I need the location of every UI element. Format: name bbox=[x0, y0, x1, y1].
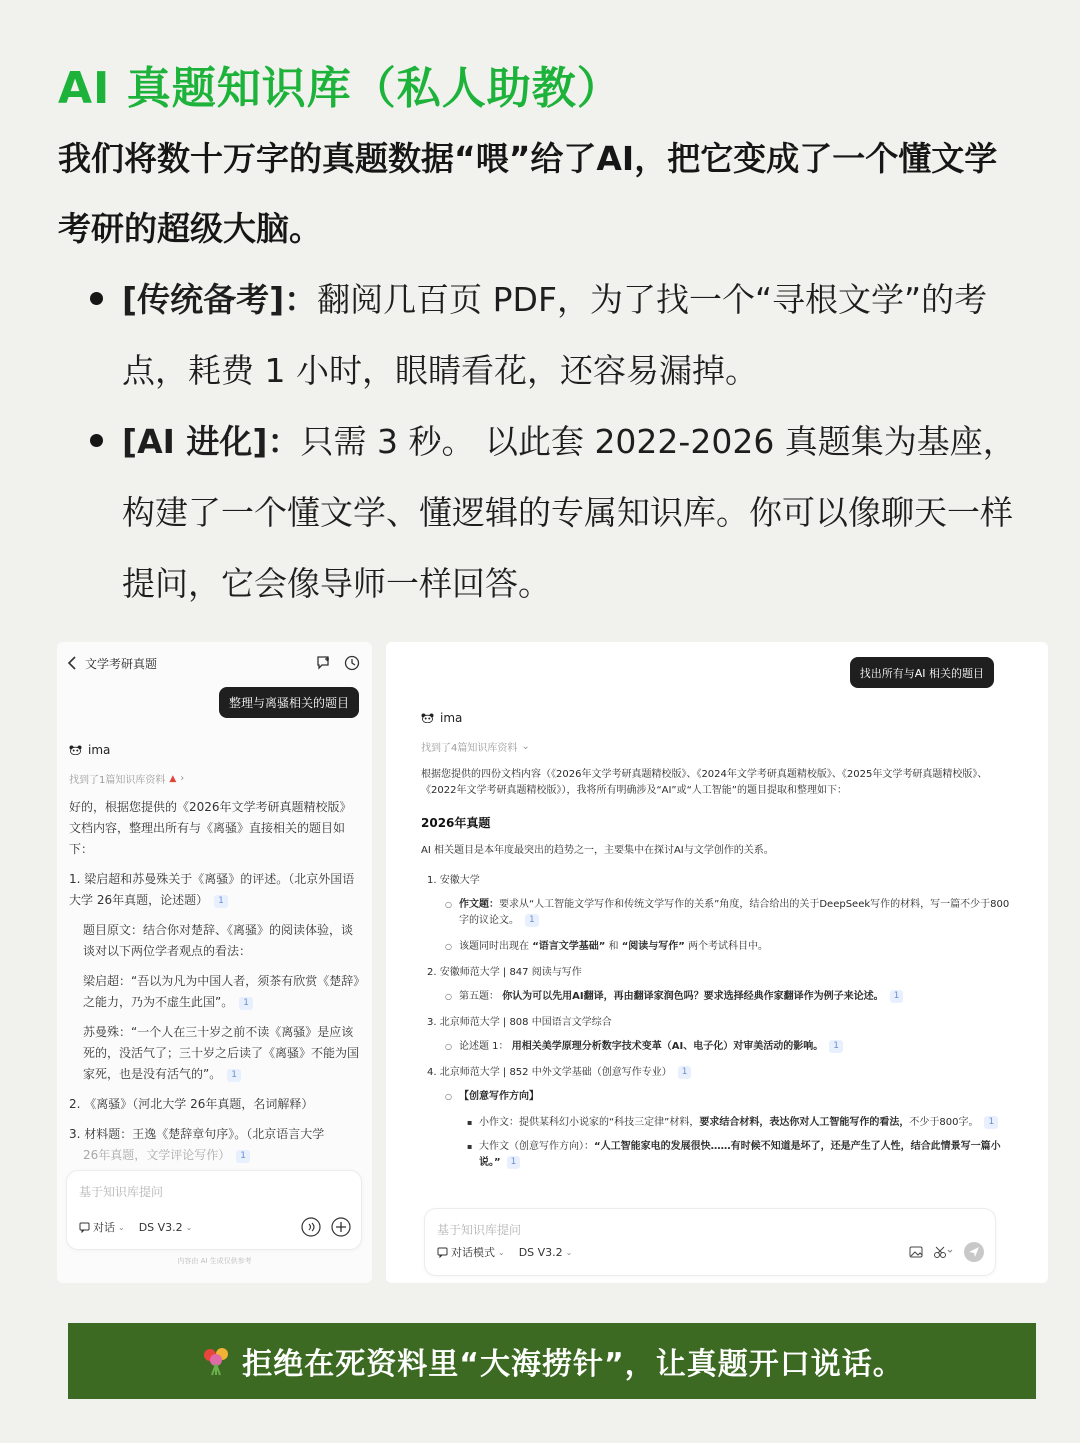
page-headline: AI 真题知识库（私人助教） bbox=[58, 63, 622, 114]
question-1-note: ○ 该题同时出现在 “语言文学基础” 和 “阅读与写作” 两个考试科目中。 bbox=[421, 939, 1011, 955]
chevron-down-icon: ⌄ bbox=[565, 1247, 573, 1257]
history-clock-icon[interactable] bbox=[344, 655, 360, 671]
question-input-placeholder: 基于知识库提问 bbox=[437, 1223, 522, 1237]
chevron-down-icon: ⌄ bbox=[498, 1247, 505, 1257]
send-icon[interactable] bbox=[963, 1241, 985, 1263]
model-selector[interactable]: DS V3.2 ⌄ bbox=[518, 1245, 573, 1259]
bottom-banner bbox=[68, 1323, 1036, 1399]
assistant-answer bbox=[69, 797, 361, 1175]
user-query-bubble: 整理与离骚相关的题目 bbox=[219, 687, 359, 718]
mobile-chat-panel bbox=[57, 642, 372, 1283]
user-query-bubble: 找出所有与AI 相关的题目 bbox=[850, 657, 994, 688]
add-icon[interactable] bbox=[331, 1217, 351, 1237]
question-2-detail: ○ 第五题： 你认为可以先用AI翻译，再由翻译家润色吗？要求选择经典作家翻译作为例子来论述。 1 bbox=[421, 989, 1011, 1005]
citation-badge[interactable]: 1 bbox=[507, 1156, 521, 1169]
question-2-title: 2. 安徽师范大学 | 847 阅读与写作 bbox=[427, 967, 582, 978]
question-4-long-essay: ▪ 大作文（创意写作方向）：“人工智能家电的发展很快……有时候不知道是坏了，还是产生了人性，结合此情景写一篇小说。” 1 bbox=[421, 1139, 1011, 1171]
answer-intro: 根据您提供的四份文档内容（《2026年文学考研真题精校版》、《2024年文学考研真题精校版》、《2025年文学考研真题精校版》、《2022年文学考研真题精校版》），我将所有明确涉及“AI”或“人工智能”的题目提取和整理如下： bbox=[421, 769, 988, 796]
chat-header bbox=[67, 652, 360, 674]
mode-selector[interactable]: 对话 ⌄ bbox=[79, 1219, 125, 1235]
intro-paragraph: 我们将数十万字的真题数据“喂”给了AI，把它变成了一个懂文学考研的超级大脑。 bbox=[58, 139, 998, 248]
assistant-brand bbox=[421, 711, 462, 725]
chat-title: 文学考研真题 bbox=[85, 656, 158, 671]
chevron-down-icon: ⌄ bbox=[118, 1222, 125, 1232]
brand-name: ima bbox=[88, 743, 111, 757]
desktop-chat-panel bbox=[386, 642, 1048, 1283]
pdf-file-icon: ▲ bbox=[169, 773, 177, 784]
question-input-box[interactable] bbox=[424, 1208, 996, 1276]
answer-item-1-question: 题目原文：结合你对楚辞、《离骚》的阅读体验，谈谈对以下两位学者观点的看法： bbox=[83, 923, 354, 958]
assistant-answer bbox=[421, 767, 1011, 1179]
voice-icon[interactable] bbox=[301, 1217, 321, 1237]
citation-badge[interactable]: 1 bbox=[525, 914, 539, 927]
found-sources-link[interactable] bbox=[69, 771, 184, 786]
panda-logo-icon bbox=[69, 745, 82, 755]
answer-item-1-liang: 梁启超：“吾以为凡为中国人者，须茶有欣赏《楚辞》之能力，乃为不虚生此国”。 1 bbox=[83, 974, 360, 1009]
assistant-brand bbox=[69, 743, 110, 757]
bullet-label: [AI 进化]： bbox=[122, 422, 301, 461]
new-chat-icon[interactable] bbox=[316, 655, 332, 671]
mode-selector[interactable]: 对话模式 ⌄ bbox=[437, 1244, 505, 1260]
question-1-detail: ○ 作文题：要求从“人工智能文学写作和传统文学写作的关系”角度，结合给出的关于DeepSeek写作的材料，写一篇不少于800字的议论文。 1 bbox=[421, 897, 1011, 929]
question-input-box[interactable] bbox=[66, 1170, 362, 1250]
answer-item-3: 3. 材料题：王逸《楚辞章句序》。（北京语言大学 26年真题，文学评论写作） 1 bbox=[69, 1127, 325, 1162]
answer-item-2: 2. 《离骚》（河北大学 26年真题，名词解释） bbox=[69, 1097, 314, 1111]
back-arrow-icon[interactable] bbox=[67, 656, 77, 670]
citation-badge[interactable]: 1 bbox=[678, 1066, 692, 1079]
question-3-detail: ○ 论述题 1： 用相关美学原理分析数字技术变革（AI、电子化）对审美活动的影响。 1 bbox=[421, 1039, 1011, 1055]
bullet-label: [传统备考]： bbox=[122, 280, 318, 319]
bullet-traditional bbox=[88, 264, 1018, 406]
question-4-title: 4. 北京师范大学 | 852 中外文学基础（创意写作专业） 1 bbox=[421, 1065, 1011, 1081]
bullet-text: 翻阅几百页 PDF，为了找一个“寻根文学”的考点，耗费 1 小时，眼睛看花，还容易漏掉。 bbox=[122, 280, 988, 390]
scissors-icon[interactable] bbox=[933, 1245, 953, 1259]
question-1-title: 1. 安徽大学 bbox=[427, 875, 480, 886]
model-selector[interactable]: DS V3.2 ⌄ bbox=[138, 1220, 193, 1234]
bullet-text: 只需 3 秒。 以此套 2022-2026 真题集为基座，构建了一个懂文学、懂逻辑的专属知识库。你可以像聊天一样提问，它会像导师一样回答。 bbox=[122, 422, 1016, 603]
chevron-down-icon: ⌄ bbox=[521, 741, 530, 752]
citation-badge[interactable]: 1 bbox=[890, 990, 904, 1003]
chevron-right-icon: › bbox=[180, 773, 185, 784]
citation-badge[interactable]: 1 bbox=[236, 1150, 250, 1163]
bullet-list bbox=[88, 264, 1018, 619]
chevron-down-icon: ⌄ bbox=[185, 1222, 193, 1232]
found-sources-text: 找到了1篇知识库资料 bbox=[69, 775, 166, 786]
answer-item-1: 1. 梁启超和苏曼殊关于《离骚》的评述。（北京外国语大学 26年真题，论述题） 1 bbox=[69, 872, 355, 907]
question-4-direction: ○ 【创意写作方向】 bbox=[421, 1089, 1011, 1105]
citation-badge[interactable]: 1 bbox=[984, 1116, 998, 1129]
flower-bouquet-icon bbox=[200, 1345, 234, 1377]
ai-disclaimer: 内容由 AI 生成仅供参考 bbox=[177, 1257, 252, 1265]
question-4-short-essay: ▪ 小作文：提供某科幻小说家的“科技三定律”材料，要求结合材料，表达你对人工智能写作的看法，不少于800字。 1 bbox=[421, 1115, 1011, 1131]
citation-badge[interactable]: 1 bbox=[239, 997, 253, 1010]
question-input-placeholder: 基于知识库提问 bbox=[79, 1185, 164, 1199]
brand-name: ima bbox=[440, 711, 463, 725]
panda-logo-icon bbox=[421, 713, 434, 723]
image-icon[interactable] bbox=[909, 1245, 923, 1259]
answer-item-1-su: 苏曼殊：“一个人在三十岁之前不读《离骚》是应该死的，没活气了；三十岁之后读了《离骚》不能为国家死，也是没有活气的”。 1 bbox=[83, 1025, 360, 1081]
bullet-ai bbox=[88, 406, 1018, 619]
chat-bubble-icon bbox=[437, 1247, 448, 1258]
citation-badge[interactable]: 1 bbox=[829, 1040, 843, 1053]
banner-text: 拒绝在死资料里“大海捞针”，让真题开口说话。 bbox=[242, 1347, 904, 1382]
question-3-title: 3. 北京师范大学 | 808 中国语言文学综合 bbox=[427, 1017, 612, 1028]
section-lead: AI 相关题目是本年度最突出的趋势之一，主要集中在探讨AI与文学创作的关系。 bbox=[421, 845, 774, 856]
found-sources-link[interactable] bbox=[421, 739, 530, 754]
citation-badge[interactable]: 1 bbox=[214, 895, 228, 908]
chat-bubble-icon bbox=[79, 1222, 90, 1233]
answer-intro: 好的，根据您提供的《2026年文学考研真题精校版》文档内容，整理出所有与《离骚》直接相关的题目如下： bbox=[69, 800, 352, 856]
found-sources-text: 找到了4篇知识库资料 bbox=[421, 743, 518, 754]
input-toolbar bbox=[437, 1241, 985, 1263]
input-toolbar bbox=[79, 1217, 351, 1237]
citation-badge[interactable]: 1 bbox=[227, 1069, 241, 1082]
section-title: 2026年真题 bbox=[421, 816, 491, 830]
